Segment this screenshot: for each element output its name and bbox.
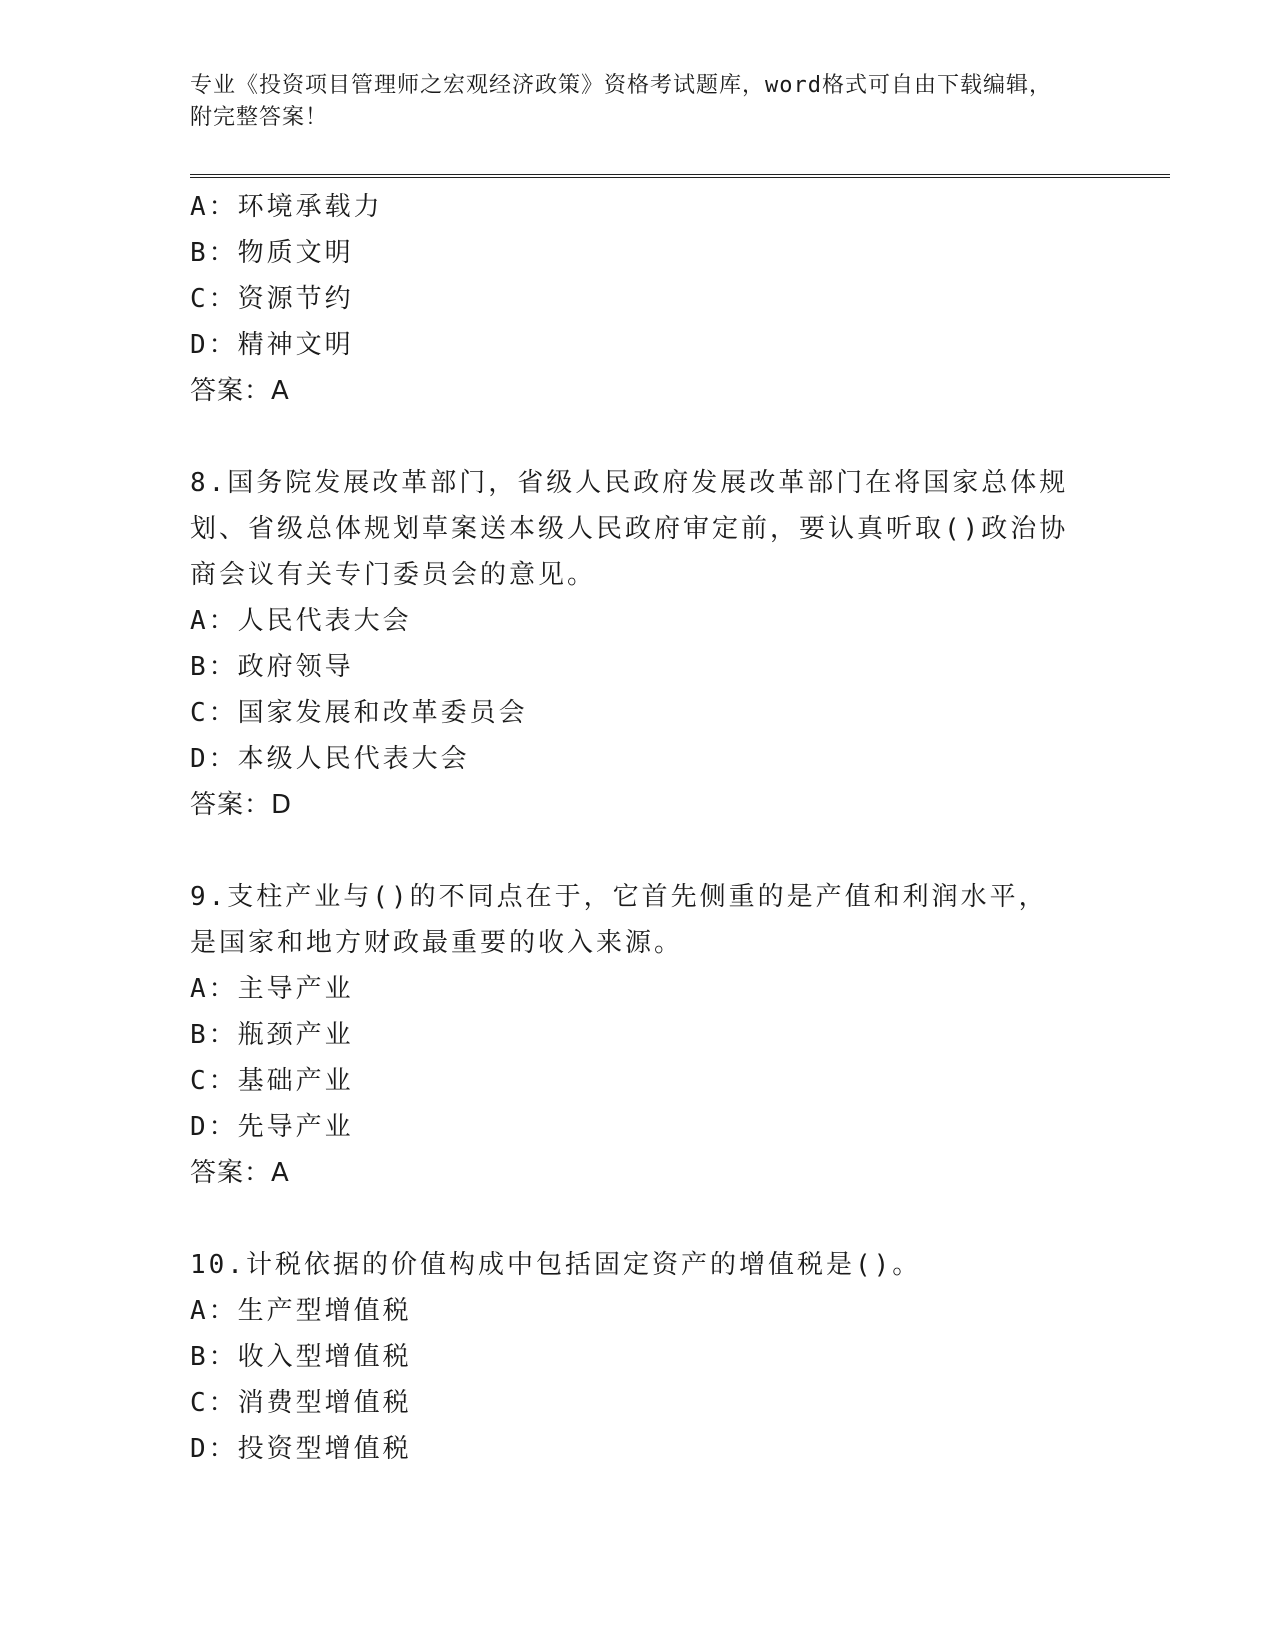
question-7 <box>190 184 1170 414</box>
option-b: B：收入型增值税 <box>190 1342 412 1372</box>
option-b: B：物质文明 <box>190 238 354 268</box>
question-stem: 8.国务院发展改革部门，省级人民政府发展改革部门在将国家总体规划、省级总体规划草案送本级人民政府审定前，要认真听取()政治协商会议有关专门委员会的意见。 <box>190 468 1069 590</box>
option-d: D：投资型增值税 <box>190 1434 412 1464</box>
answer-line: 答案：A <box>190 1158 290 1188</box>
option-d: D：精神文明 <box>190 330 354 360</box>
document-page <box>190 70 1170 1472</box>
answer-line: 答案：D <box>190 790 293 820</box>
option-c: C：消费型增值税 <box>190 1388 412 1418</box>
option-d: D：本级人民代表大会 <box>190 744 470 774</box>
question-stem: 10.计税依据的价值构成中包括固定资产的增值税是()。 <box>190 1250 922 1280</box>
question-10 <box>190 1242 1170 1472</box>
option-a: A：生产型增值税 <box>190 1296 412 1326</box>
option-c: C：资源节约 <box>190 284 354 314</box>
option-d: D：先导产业 <box>190 1112 354 1142</box>
document-intro: 专业《投资项目管理师之宏观经济政策》资格考试题库，word格式可自由下载编辑，附完整答案！ <box>190 73 1052 130</box>
option-c: C：基础产业 <box>190 1066 354 1096</box>
question-8 <box>190 460 1170 828</box>
option-c: C：国家发展和改革委员会 <box>190 698 528 728</box>
question-stem: 9.支柱产业与()的不同点在于，它首先侧重的是产值和利润水平，是国家和地方财政最重要的收入来源。 <box>190 882 1048 958</box>
option-b: B：政府领导 <box>190 652 354 682</box>
option-a: A：主导产业 <box>190 974 354 1004</box>
question-9 <box>190 874 1170 1196</box>
answer-line: 答案：A <box>190 376 290 406</box>
option-b: B：瓶颈产业 <box>190 1020 354 1050</box>
header-divider <box>190 174 1170 178</box>
option-a: A：人民代表大会 <box>190 606 412 636</box>
option-a: A：环境承载力 <box>190 192 383 222</box>
